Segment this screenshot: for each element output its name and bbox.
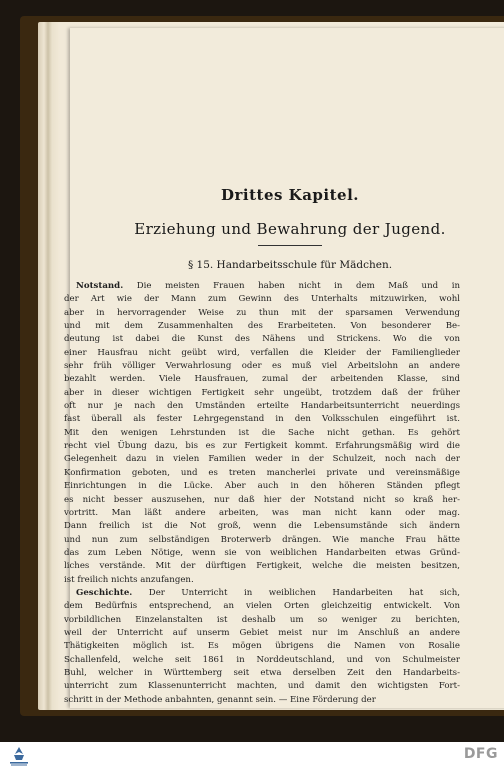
text-line [64, 347, 460, 360]
chapter-title: Drittes Kapitel. [220, 186, 359, 204]
line-text: recht viel Übung dazu, bis es zur Fertigkeit kommt. Erfahrungsmäßig wird die [64, 441, 460, 452]
text-line [64, 507, 460, 520]
text-line [64, 453, 460, 466]
line-text: Dann freilich ist die Not groß, wenn die Lebensumstände sich ändern [64, 521, 460, 532]
line-text: Einrichtungen in die Lücke. Aber auch in den höheren Ständen pflegt [64, 481, 460, 492]
line-text: liches verstände. Mit der dürftigen Fertigkeit, welche die meisten besitzen, [64, 561, 460, 572]
line-text: das zum Leben Nötige, wenn sie von weiblichen Handarbeiten etwas Gründ- [64, 547, 460, 558]
text-line [64, 574, 460, 587]
line-text: Thätigkeiten möglich ist. Es mögen übrigens die Namen von Rosalie [64, 641, 460, 652]
line-text: dem Bedürfnis entsprechend, an vielen Orten gleichzeitig entwickelt. Von [64, 601, 460, 612]
line-text: und nun zum selbständigen Broterwerb drängen. Wie manche Frau hätte [64, 534, 460, 545]
line-text: unterricht zum Klassenunterricht machten, und damit den wichtigsten Fort- [64, 681, 460, 692]
line-text: vortritt. Man läßt andere arbeiten, was man nicht kann oder mag. [64, 507, 460, 518]
text-line [64, 587, 460, 600]
text-line [64, 360, 460, 373]
line-text: Buhl, welcher in Württemberg seit etwa derselben Zeit den Handarbeits- [64, 667, 460, 678]
chapter-subtitle: Erziehung und Bewahrung der Jugend. [134, 220, 446, 238]
line-text: Der Unterricht in weiblichen Handarbeiten hat sich, [132, 587, 460, 598]
text-line [64, 400, 460, 413]
line-text: weil der Unterricht auf unserm Gebiet meist nur im Anschluß an andere [64, 627, 460, 638]
paragraph-lead: Notstand. [76, 281, 124, 291]
text-line [64, 534, 460, 547]
text-line [64, 293, 460, 306]
line-text: Schallenfeld, welche seit 1861 in Norddeutschland, und von Schulmeister [64, 654, 460, 665]
line-text: Die meisten Frauen haben nicht in dem Maß und in [123, 281, 460, 291]
library-logo-icon [6, 744, 32, 768]
text-line [64, 600, 460, 613]
section-heading: § 15. Handarbeitsschule für Mädchen. [187, 259, 393, 271]
text-line [64, 627, 460, 640]
line-text: fast überall als fester Lehrgegenstand in den Volksschulen eingeführt ist. [64, 414, 460, 425]
line-text: aber in hervorragender Weise zu thun mit der sparsamen Verwendung [64, 307, 460, 318]
line-text: einer Hausfrau nicht geübt wird, verfallen die Kleider der Familienglieder [64, 347, 460, 358]
line-text: Gelegenheit dazu in vielen Familien weder in der Schulzeit, noch nach der [64, 454, 460, 465]
text-line [64, 480, 460, 493]
text-line [64, 520, 460, 533]
line-text: deutung ist dabei die Kunst des Nähens und Strickens. Wo die von [64, 334, 460, 345]
line-text: vorbildlichen Einzelanstalten ist deshalb um so weniger zu berichten, [64, 614, 460, 625]
text-line [64, 307, 460, 320]
text-line [64, 373, 460, 386]
line-text: ist freilich nichts anzufangen. [64, 574, 194, 585]
text-line [64, 694, 460, 707]
line-text: aber in dieser wichtigen Fertigkeit sehr ungeübt, trotzdem daß der früher [64, 387, 460, 398]
line-text: es nicht besser auszusehen, nur daß hier der Notstand nicht so kraß her- [64, 494, 460, 505]
text-line [64, 440, 460, 453]
line-text: oft nur je nach den Umständen erteilte Handarbeitsunterricht neuerdings [64, 401, 460, 412]
line-text: Mit den wenigen Lehrstunden ist die Sache nicht gethan. Es gehört [64, 427, 460, 438]
line-text: und mit dem Zusammenhalten des Erarbeiteten. Von besonderer Be- [64, 321, 460, 332]
text-line [64, 667, 460, 680]
dfg-logo: DFG [463, 746, 498, 762]
text-line [64, 467, 460, 480]
text-line [64, 654, 460, 667]
title-divider [258, 245, 322, 246]
text-line [64, 560, 460, 573]
text-line [64, 614, 460, 627]
line-text: schritt in der Methode anbahnten, genannt sein. — Eine Förderung der [64, 694, 376, 705]
body-text [64, 280, 460, 707]
line-text: Konfirmation geboten, und es treten mancherlei private und vereinsmäßige [64, 467, 460, 478]
text-line [64, 427, 460, 440]
text-line [64, 547, 460, 560]
line-text: sehr früh völliger Verwahrlosung oder es muß viel Arbeitslohn an andere [64, 361, 460, 372]
text-line [64, 333, 460, 346]
footer-bar [0, 742, 504, 770]
text-line [64, 680, 460, 693]
line-text: der Art wie der Mann zum Gewinn des Unterhalts mitzuwirken, wohl [64, 294, 460, 305]
line-text: bezahlt werden. Viele Hausfrauen, zumal der arbeitenden Klasse, sind [64, 374, 460, 385]
text-line [64, 494, 460, 507]
text-line [64, 387, 460, 400]
text-line [64, 413, 460, 426]
text-line [64, 320, 460, 333]
text-line [64, 640, 460, 653]
paragraph-lead: Geschichte. [76, 587, 133, 598]
text-line [64, 280, 460, 293]
